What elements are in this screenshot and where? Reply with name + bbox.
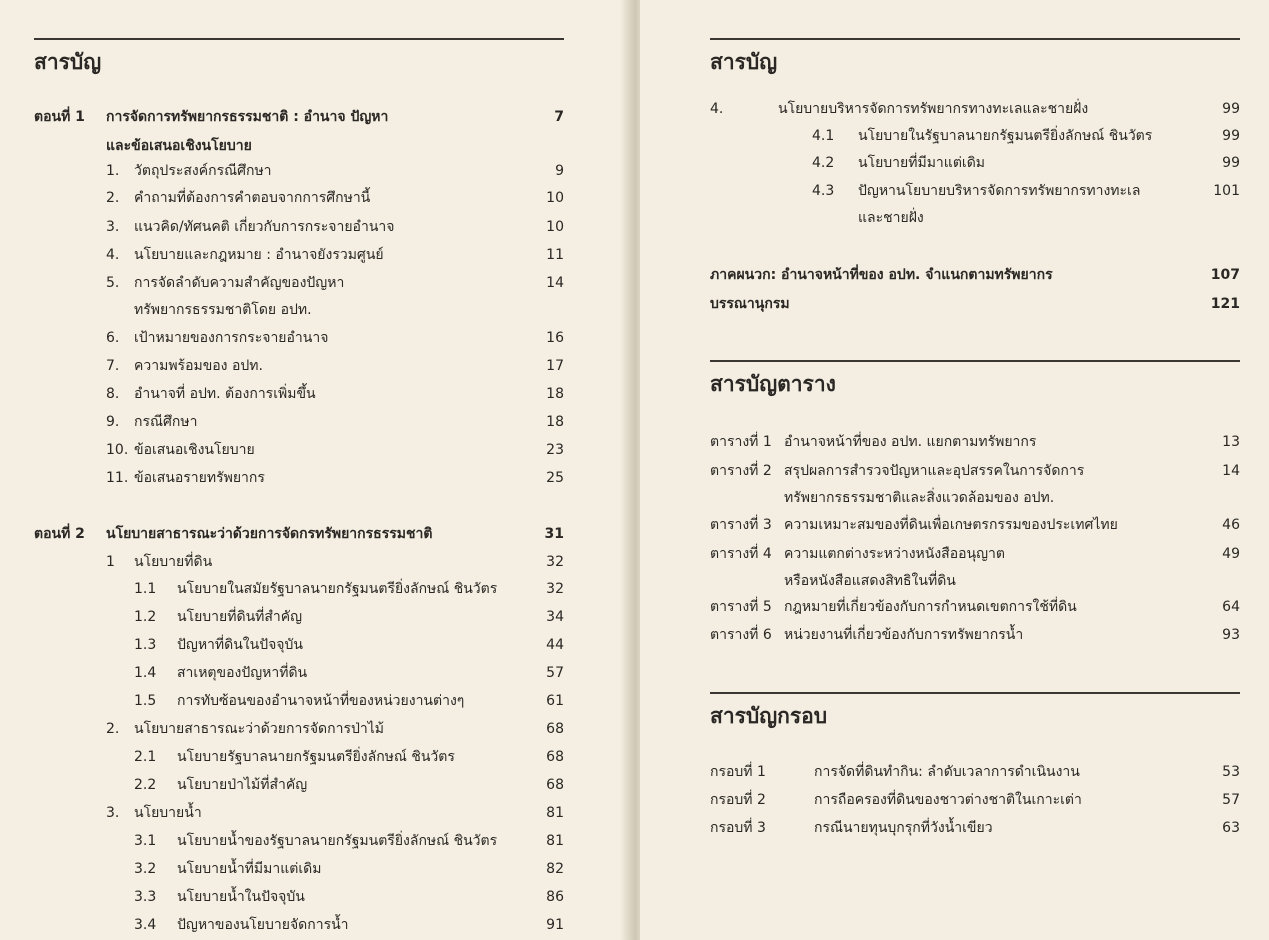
item-number: 9. [106,414,120,430]
left-page-heading: สารบัญ [34,50,102,74]
item-text: สาเหตุของปัญหาที่ดิน [177,665,308,681]
page-number: 107 [1210,267,1240,283]
item-number: 3.2 [134,861,157,877]
item-number: ตารางที่ 4 [710,546,772,562]
item-text: วัตถุประสงค์กรณีศึกษา [134,163,272,179]
right-page-heading: สารบัญ [710,50,778,74]
toc-entry [34,605,564,629]
item-text: ปัญหาที่ดินในปัจจุบัน [177,637,303,653]
item-text: เป้าหมายของการกระจายอำนาจ [134,330,329,346]
item-text: ความเหมาะสมของที่ดินเพื่อเกษตรกรรมของประเทศไทย [784,517,1118,533]
item-text: นโยบายและกฎหมาย : อำนาจยังรวมศูนย์ [134,247,384,263]
item-text: ทรัพยากรธรรมชาติโดย อปท. [134,302,312,318]
item-text: และชายฝั่ง [858,210,924,226]
item-number: 4.3 [812,183,835,199]
page-number: 61 [546,693,564,709]
toc-entry [34,382,564,406]
item-text: ปัญหาของนโยบายจัดการน้ำ [177,917,349,933]
item-number: 1.1 [134,581,157,597]
toc-part-2 [34,522,564,546]
part-label: ตอนที่ 2 [34,526,85,542]
page-number: 93 [1222,627,1240,643]
toc-entry [34,215,564,239]
page-number: 49 [1222,546,1240,562]
item-number: 2. [106,190,120,206]
page-number: 68 [546,749,564,765]
toc-entry [34,438,564,462]
item-number: 1.3 [134,637,157,653]
item-text: นโยบายบริหารจัดการทรัพยากรทางทะเลและชายฝั่ง [778,101,1089,117]
item-text: นโยบายในรัฐบาลนายกรัฐมนตรียิ่งลักษณ์ ชินวัตร [858,128,1153,144]
part-title: การจัดการทรัพยากรธรรมชาติ : อำนาจ ปัญหา [106,109,389,125]
item-number: กรอบที่ 3 [710,820,766,836]
page-number: 82 [546,861,564,877]
heading-rule [710,38,1240,40]
page-number: 9 [555,163,564,179]
item-number: 3.1 [134,833,157,849]
toc-entry [34,243,564,267]
item-number: 2.1 [134,749,157,765]
item-text: กรณีนายทุนบุกรุกที่วังน้ำเขียว [814,820,993,836]
item-text: นโยบายที่มีมาแต่เดิม [858,155,986,171]
toc-entry [34,466,564,490]
table-entry [710,595,1240,619]
table-entry [710,513,1240,537]
toc-entry [34,186,564,210]
item-text: นโยบายที่ดินที่สำคัญ [177,609,303,625]
page-number: 25 [546,470,564,486]
left-page [0,0,628,940]
boxes-heading: สารบัญกรอบ [710,704,828,728]
item-text: นโยบายในสมัยรัฐบาลนายกรัฐมนตรียิ่งลักษณ์ ชินวัตร [177,581,498,597]
page-number: 99 [1222,128,1240,144]
page-number: 16 [546,330,564,346]
page-number: 57 [1222,792,1240,808]
table-entry [710,459,1240,483]
boxes-heading-block [710,692,1240,733]
item-text: การทับซ้อนของอำนาจหน้าที่ของหน่วยงานต่างๆ [177,693,465,709]
page-number: 46 [1222,517,1240,533]
item-text: สรุปผลการสำรวจปัญหาและอุปสรรคในการจัดการ [784,463,1085,479]
item-text: การถือครองที่ดินของชาวต่างชาติในเกาะเต่า [814,792,1082,808]
item-text: นโยบายที่ดิน [134,554,213,570]
page-number: 7 [554,109,564,125]
toc-appendix [710,263,1240,287]
toc-entry [34,159,564,183]
item-number: 3.3 [134,889,157,905]
page-number: 68 [546,721,564,737]
item-text: หรือหนังสือแสดงสิทธิในที่ดิน [784,573,956,589]
table-entry [710,623,1240,647]
toc-bibliography [710,292,1240,316]
item-number: 2. [106,721,120,737]
page-number: 32 [546,581,564,597]
page-number: 34 [546,609,564,625]
box-entry [710,788,1240,812]
page-number: 81 [546,805,564,821]
heading-rule [710,360,1240,362]
page-number: 18 [546,386,564,402]
page-number: 44 [546,637,564,653]
item-number: 6. [106,330,120,346]
item-text: ความแตกต่างระหว่างหนังสืออนุญาต [784,546,1005,562]
toc-entry [34,829,564,853]
item-text: กฎหมายที่เกี่ยวข้องกับการกำหนดเขตการใช้ที่ดิน [784,599,1077,615]
toc-entry [710,179,1240,203]
toc-entry [34,410,564,434]
item-number: 1. [106,163,120,179]
page-number: 91 [546,917,564,933]
item-text: นโยบายน้ำที่มีมาแต่เดิม [177,861,322,877]
tables-heading: สารบัญตาราง [710,372,836,396]
page-number: 64 [1222,599,1240,615]
toc-entry [34,326,564,350]
item-text: ข้อเสนอเชิงนโยบาย [134,442,255,458]
item-text: ทรัพยากรธรรมชาติและสิ่งแวดล้อมของ อปท. [784,490,1055,506]
page-number: 31 [544,526,564,542]
toc-entry [34,801,564,825]
item-text: อำนาจหน้าที่ของ อปท. แยกตามทรัพยากร [784,434,1037,450]
item-text: นโยบายป่าไม้ที่สำคัญ [177,777,308,793]
table-entry-cont [710,569,1240,593]
box-entry [710,760,1240,784]
toc-entry [34,857,564,881]
toc-entry [34,745,564,769]
toc-entry [34,773,564,797]
toc-entry [710,124,1240,148]
item-text: นโยบายรัฐบาลนายกรัฐมนตรียิ่งลักษณ์ ชินวัตร [177,749,455,765]
item-text: การจัดที่ดินทำกิน: ลำดับเวลาการดำเนินงาน [814,764,1080,780]
item-number: 1.2 [134,609,157,625]
item-number: 5. [106,275,120,291]
right-page [640,0,1269,940]
page-number: 86 [546,889,564,905]
item-text: หน่วยงานที่เกี่ยวข้องกับการทรัพยากรน้ำ [784,627,1024,643]
part-title-cont: และข้อเสนอเชิงนโยบาย [106,138,252,154]
toc-entry [34,550,564,574]
page-number: 23 [546,442,564,458]
toc-entry [34,661,564,685]
part-title: นโยบายสาธารณะว่าด้วยการจัดกรทรัพยากรธรรมชาติ [106,526,433,542]
table-entry [710,430,1240,454]
item-number: 7. [106,358,120,374]
item-text: นโยบายน้ำของรัฐบาลนายกรัฐมนตรียิ่งลักษณ์ ชินวัตร [177,833,498,849]
item-text: ปัญหานโยบายบริหารจัดการทรัพยากรทางทะเล [858,183,1141,199]
item-number: ตารางที่ 6 [710,627,772,643]
page-number: 14 [1222,463,1240,479]
item-number: 3. [106,219,120,235]
item-text: การจัดลำดับความสำคัญของปัญหา [134,275,345,291]
page-number: 10 [546,219,564,235]
heading-rule [710,692,1240,694]
item-text: ข้อเสนอรายทรัพยากร [134,470,265,486]
bibliography-title: บรรณานุกรม [710,296,790,312]
tables-heading-block [710,360,1240,401]
box-entry [710,816,1240,840]
toc-part-1-title-cont [34,134,564,158]
item-number: กรอบที่ 1 [710,764,766,780]
appendix-title: ภาคผนวก: อำนาจหน้าที่ของ อปท. จำแนกตามทรัพยากร [710,267,1053,283]
item-text: อำนาจที่ อปท. ต้องการเพิ่มขึ้น [134,386,316,402]
toc-entry-cont [34,298,564,322]
page-number: 63 [1222,820,1240,836]
item-number: 10. [106,442,129,458]
page-number: 13 [1222,434,1240,450]
toc-entry [34,913,564,937]
heading-rule [34,38,564,40]
right-heading-block [710,38,1240,79]
page-number: 10 [546,190,564,206]
toc-entry [34,577,564,601]
toc-entry [34,354,564,378]
item-number: 11. [106,470,129,486]
toc-entry [34,633,564,657]
item-text: นโยบายสาธารณะว่าด้วยการจัดการป่าไม้ [134,721,384,737]
toc-part-1 [34,105,564,129]
item-number: กรอบที่ 2 [710,792,766,808]
table-entry [710,542,1240,566]
item-number: 8. [106,386,120,402]
item-text: คำถามที่ต้องการคำตอบจากการศึกษานี้ [134,190,371,206]
item-number: 1 [106,554,115,570]
item-text: แนวคิด/ทัศนคติ เกี่ยวกับการกระจายอำนาจ [134,219,395,235]
item-text: ความพร้อมของ อปท. [134,358,263,374]
item-number: 3. [106,805,120,821]
page-number: 18 [546,414,564,430]
page-number: 57 [546,665,564,681]
item-text: นโยบายน้ำในปัจจุบัน [177,889,305,905]
toc-entry [710,97,1240,121]
item-number: 4.2 [812,155,835,171]
page-number: 11 [546,247,564,263]
item-number: 1.5 [134,693,157,709]
toc-entry [34,885,564,909]
toc-entry [710,151,1240,175]
item-number: ตารางที่ 5 [710,599,772,615]
page-number: 68 [546,777,564,793]
item-number: 4.1 [812,128,835,144]
table-entry-cont [710,486,1240,510]
item-number: ตารางที่ 3 [710,517,772,533]
page-number: 99 [1222,155,1240,171]
page-number: 121 [1210,296,1240,312]
toc-entry [34,717,564,741]
left-heading-block [34,38,564,79]
page-number: 14 [546,275,564,291]
page-number: 53 [1222,764,1240,780]
page-number: 101 [1213,183,1240,199]
page-number: 32 [546,554,564,570]
toc-entry [34,271,564,295]
page-number: 99 [1222,101,1240,117]
part-label: ตอนที่ 1 [34,109,85,125]
item-number: ตารางที่ 1 [710,434,772,450]
item-number: 4. [106,247,120,263]
item-number: 1.4 [134,665,157,681]
item-number: ตารางที่ 2 [710,463,772,479]
item-number: 4. [710,101,724,117]
page-number: 81 [546,833,564,849]
toc-entry-cont [710,206,1240,230]
item-number: 2.2 [134,777,157,793]
item-text: กรณีศึกษา [134,414,198,430]
item-text: นโยบายน้ำ [134,805,202,821]
item-number: 3.4 [134,917,157,933]
page-number: 17 [546,358,564,374]
toc-entry [34,689,564,713]
